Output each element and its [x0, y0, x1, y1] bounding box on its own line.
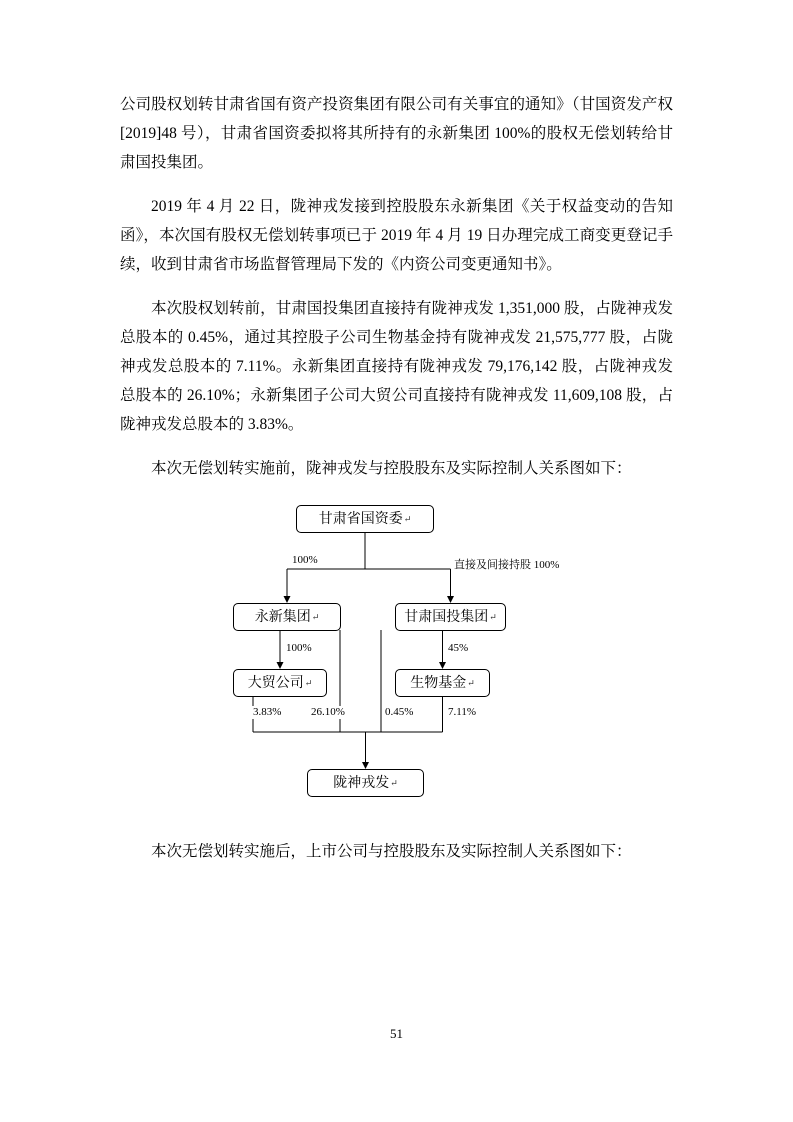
paragraph-notice: 公司股权划转甘肃省国有资产投资集团有限公司有关事宜的通知》（甘国资发产权[2019]48 号），甘肃省国资委拟将其所持有的永新集团 100%的股权无偿划转给甘肃国投集团。	[120, 96, 673, 171]
page-content	[120, 90, 673, 881]
node-label: 永新集团	[254, 610, 311, 625]
return-mark-icon: ↵	[467, 678, 475, 688]
node-gansu-sasac	[296, 505, 434, 533]
node-longshen-rongfa	[307, 769, 424, 797]
node-label: 大贸公司	[247, 676, 304, 691]
return-mark-icon: ↵	[304, 678, 313, 688]
edge-label-guotou-holding: 0.45%	[385, 706, 414, 718]
node-gansu-guotou-group	[395, 603, 506, 631]
return-mark-icon: ↵	[489, 612, 497, 622]
return-mark-icon: ↵	[390, 778, 398, 788]
edge-label-shengwu-holding: 7.11%	[448, 706, 477, 718]
edge-label-sasac-to-guotou: 直接及间接持股 100%	[454, 559, 560, 571]
diagram-connector-lines	[120, 499, 673, 811]
paragraph-after-transfer-intro: 本次无偿划转实施后，上市公司与控股股东及实际控制人关系图如下：	[151, 843, 632, 860]
return-mark-icon: ↵	[311, 612, 320, 622]
node-damao-company	[233, 669, 327, 697]
node-label: 甘肃省国资委	[318, 512, 403, 527]
node-label: 陇神戎发	[333, 776, 390, 791]
node-yongxin-group	[233, 603, 341, 631]
page-number: 51	[390, 1026, 403, 1041]
ownership-structure-diagram	[120, 499, 673, 811]
node-label: 甘肃国投集团	[404, 610, 489, 625]
paragraph-before-transfer-intro: 本次无偿划转实施前，陇神戎发与控股股东及实际控制人关系图如下：	[151, 460, 632, 477]
return-mark-icon: ↵	[403, 514, 412, 524]
edge-label-yongxin-holding: 26.10%	[311, 706, 345, 718]
paragraph-shareholding-detail: 本次股权划转前，甘肃国投集团直接持有陇神戎发 1,351,000 股，占陇神戎发总股本的 0.45%，通过其控股子公司生物基金持有陇神戎发 21,575,777 股，占陇神戎发总股本的 7.11%。永新集团直接持有陇神戎发 79,176,142 股，占陇神戎发总股本的 26.10%；永新集团子公司大贸公司直接持有陇神戎发 11,609,108 股，占陇神戎发总股本的 3.83%。	[120, 300, 673, 433]
node-label: 生物基金	[410, 676, 467, 691]
edge-label-guotou-to-shengwu: 45%	[448, 642, 469, 654]
edge-label-damao-holding: 3.83%	[253, 706, 282, 718]
node-biology-fund	[395, 669, 490, 697]
paragraph-equity-change: 2019 年 4 月 22 日，陇神戎发接到控股股东永新集团《关于权益变动的告知函》，本次国有股权无偿划转事项已于 2019 年 4 月 19 日办理完成工商变更登记手续，收到甘肃省市场监督管理局下发的《内资公司变更通知书》。	[120, 198, 673, 273]
edge-label-yongxin-to-damao: 100%	[286, 642, 312, 654]
edge-label-sasac-to-yongxin: 100%	[292, 554, 318, 566]
